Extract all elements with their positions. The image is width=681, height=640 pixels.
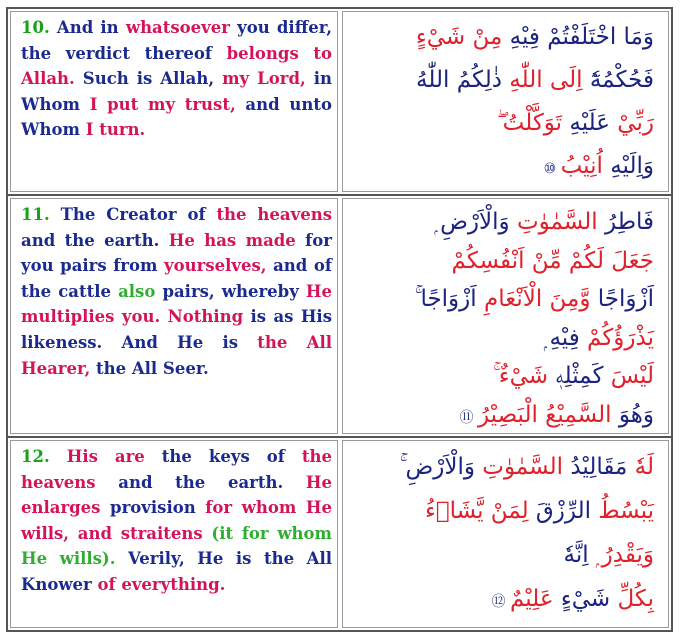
arabic-line (357, 533, 654, 577)
arabic-segment: لَهٗ (627, 454, 654, 480)
text-segment: in Whom (21, 69, 333, 114)
arabic-line (357, 489, 654, 533)
arabic-segment: السَّمِيْعُ الْبَصِيْرُ (477, 401, 612, 428)
text-segment: the keys of (144, 447, 302, 466)
arabic-segment: مَقَالِيْدُ (563, 454, 628, 480)
ayah-number-marker: ⑫ (491, 594, 510, 610)
arabic-segment: وَيَقْدِرُ ۭ (595, 542, 654, 568)
english-text (21, 205, 332, 378)
arabic-line (357, 577, 654, 624)
english-text (21, 18, 332, 139)
arabic-segment: يَبْسُطُ (590, 498, 654, 524)
arabic-segment: وَاِلَيْهِ (602, 153, 654, 179)
arabic-segment: وَّمِنَ الْاَنْعَامِ (483, 286, 591, 312)
text-segment: yourselves, (164, 256, 267, 276)
text-segment: is as His likeness. And He is (21, 307, 332, 352)
arabic-line (357, 242, 654, 281)
arabic-segment: عَلَيْهِ (562, 110, 610, 136)
arabic-segment: السَّمٰوٰتِ (516, 209, 598, 235)
text-segment: for you pairs from (21, 230, 332, 276)
text-segment: and of the cattle (21, 256, 332, 301)
arabic-segment: اَزْوَاجًا (590, 286, 654, 312)
text-segment: Nothing (167, 307, 244, 327)
text-segment: my Lord, (222, 69, 306, 89)
text-segment: the heavens (21, 447, 332, 492)
arabic-segment: رَبِّيْ (610, 110, 654, 136)
arabic-segment: تَوَكَّلْتُ ۖ (496, 110, 563, 136)
text-segment: for whom He wills, (21, 498, 332, 543)
text-segment: the All Seer. (90, 358, 209, 378)
english-translation-cell (10, 198, 338, 434)
arabic-segment: اُنِيْبُ (560, 153, 603, 179)
text-segment: (it for whom He wills). (21, 523, 332, 569)
text-segment: the All Hearer, (21, 332, 332, 378)
text-segment: of everything. (97, 574, 226, 594)
arabic-segment: بِكُلِّ (610, 586, 654, 612)
arabic-segment: شَيْءٍ (553, 586, 611, 612)
text-segment: He multiplies you. (21, 281, 332, 327)
verse-table (6, 7, 673, 632)
text-segment: He has made (168, 230, 296, 250)
text-segment: His are (66, 447, 145, 466)
arabic-segment: وَالْاَرْضِ ۭ (434, 209, 517, 235)
text-segment (50, 447, 67, 466)
text-segment: He enlarges (21, 472, 332, 518)
text-segment: and unto Whom (21, 94, 332, 140)
text-segment (69, 524, 78, 543)
verse-number: 10. (21, 18, 50, 37)
arabic-line (357, 319, 654, 358)
arabic-line (357, 145, 654, 191)
arabic-line (357, 357, 654, 396)
text-segment: And in (49, 18, 126, 37)
text-segment: I put my trust, (89, 94, 236, 114)
text-segment: The Creator of (49, 205, 217, 224)
arabic-segment: يَذْرَؤُكُمْ (579, 324, 654, 351)
arabic-segment: وَمَا اخْتَلَفْتُمْ فِيْهِ (502, 24, 654, 50)
english-translation-cell (10, 440, 338, 628)
text-segment: belongs to Allah. (21, 43, 332, 89)
verse-row-10 (8, 9, 671, 194)
text-segment: and straitens (77, 523, 203, 543)
arabic-segment: اِلَى اللّٰهِ (509, 67, 583, 93)
text-segment: and the earth. (21, 230, 169, 250)
arabic-segment: وَالْاَرْضِ ۚ (399, 454, 483, 480)
verse-row-12 (8, 438, 671, 630)
arabic-line (357, 16, 654, 59)
arabic-line (357, 203, 654, 242)
text-segment: the heavens (216, 205, 332, 224)
arabic-segment: الرِّزْقَ (528, 498, 591, 524)
arabic-line (357, 59, 654, 102)
text-segment (160, 307, 167, 326)
english-text (21, 447, 332, 594)
text-segment: provision (100, 498, 206, 518)
arabic-segment: فَاطِرُ (597, 209, 654, 235)
arabic-line (357, 280, 654, 319)
arabic-segment: السَّمٰوٰتِ (482, 454, 564, 480)
text-segment: pairs, whereby (155, 281, 306, 301)
text-segment: whatsoever (125, 18, 230, 37)
arabic-segment: فِيْهِ ۭ (543, 324, 580, 351)
arabic-segment: اَزْوَاجًا ۚ (414, 286, 484, 312)
arabic-segment: مِنْ شَيْءٍ (415, 24, 503, 50)
text-segment: and the earth. (95, 472, 306, 492)
arabic-segment: فَحُكْمُهٗٓ (582, 67, 654, 93)
arabic-segment: شَيْءٌ ۚ (493, 363, 549, 389)
arabic-segment: لِمَنْ يَّشَاۗءُ (424, 498, 529, 524)
text-segment: Such is Allah, (74, 69, 223, 89)
ayah-number-marker: ⑪ (459, 409, 478, 426)
text-segment: I turn. (85, 120, 146, 140)
verse-row-11 (8, 196, 671, 436)
arabic-line (357, 396, 654, 438)
arabic-segment: مِّنْ اَنْفُسِكُمْ (451, 247, 562, 274)
arabic-segment: ذٰلِكُمُ اللّٰهُ (416, 67, 510, 93)
arabic-segment: جَعَلَ لَكُمْ (561, 247, 654, 274)
text-segment: Verily, He is the All Knower (21, 549, 332, 594)
arabic-line (357, 445, 654, 489)
verse-number: 11. (21, 205, 50, 224)
ayah-number-marker: ⑩ (543, 161, 561, 177)
arabic-text-cell (342, 440, 669, 628)
arabic-segment: وَهُوَ (611, 401, 654, 428)
arabic-segment: عَلِيْمٌ (509, 586, 554, 612)
arabic-line (357, 102, 654, 145)
text-segment: you differ, the verdict thereof (21, 18, 332, 63)
arabic-text-cell (342, 11, 669, 192)
arabic-segment: لَيْسَ (603, 363, 654, 389)
verse-number: 12. (21, 447, 50, 466)
english-translation-cell (10, 11, 338, 192)
arabic-text-cell (342, 198, 669, 434)
text-segment: also (118, 281, 156, 301)
arabic-segment: اِنَّهٗ (563, 542, 596, 568)
arabic-segment: كَمِثْلِهٖ (548, 363, 604, 389)
